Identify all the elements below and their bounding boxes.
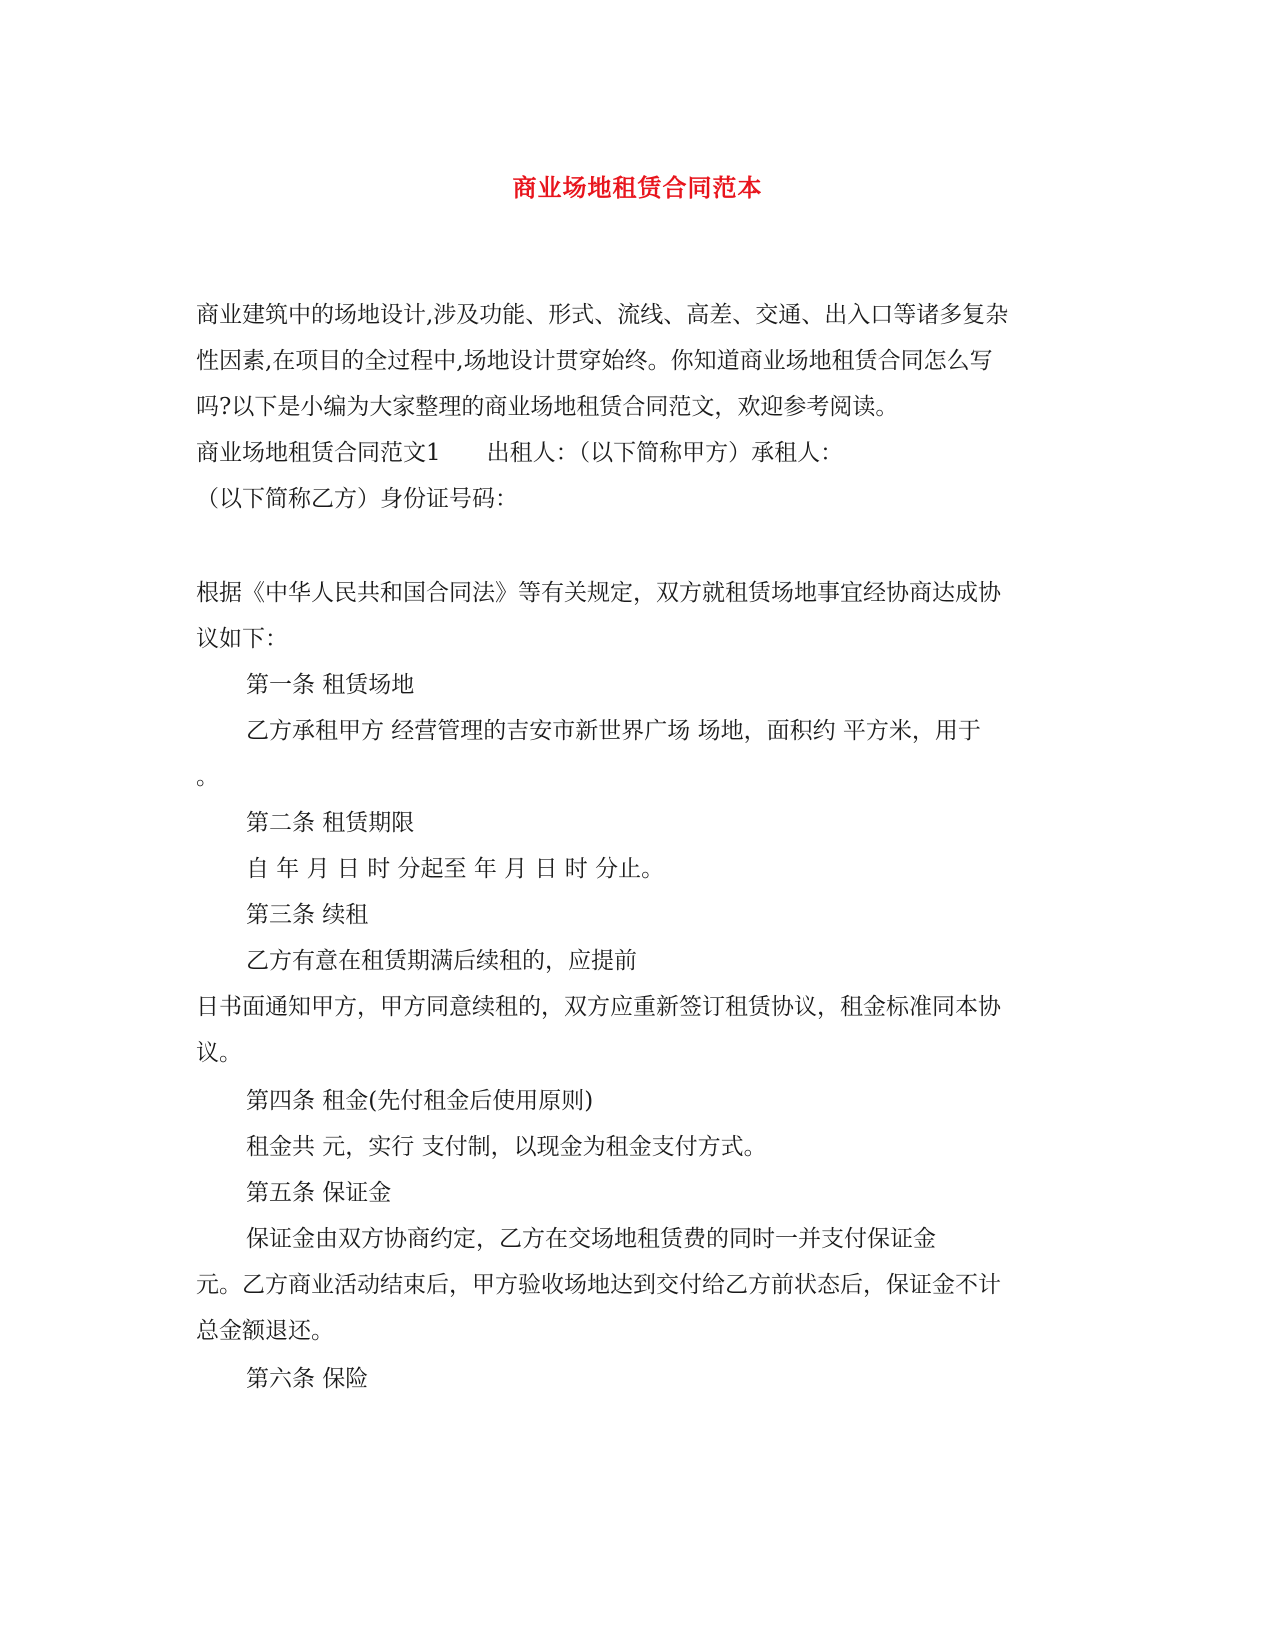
document-title: 商业场地租赁合同范本 [512, 173, 763, 202]
article-3-heading: 第三条 续租 [246, 902, 369, 928]
article-1-heading: 第一条 租赁场地 [246, 672, 415, 698]
article-5-text-1: 保证金由双方协商约定，乙方在交场地租赁费的同时一并支付保证金 [246, 1226, 936, 1252]
article-3-text-3: 议。 [196, 1040, 242, 1066]
article-4-text: 租金共 元，实行 支付制，以现金为租金支付方式。 [246, 1134, 767, 1160]
intro-line-1: 商业建筑中的场地设计,涉及功能、形式、流线、高差、交通、出入口等诸多复杂 [196, 302, 1009, 328]
article-3-text-2: 日书面通知甲方，甲方同意续租的，双方应重新签订租赁协议，租金标准同本协 [196, 994, 1001, 1020]
party-b-line: （以下简称乙方）身份证号码： [196, 486, 518, 512]
agreement-line-2: 议如下： [196, 626, 288, 652]
agreement-line-1: 根据《中华人民共和国合同法》等有关规定，双方就租赁场地事宜经协商达成协 [196, 580, 1001, 606]
intro-line-3: 吗?以下是小编为大家整理的商业场地租赁合同范文，欢迎参考阅读。 [196, 394, 899, 420]
article-5-text-2: 元。乙方商业活动结束后，甲方验收场地达到交付给乙方前状态后，保证金不计 [196, 1272, 1001, 1298]
article-3-text-1: 乙方有意在租赁期满后续租的，应提前 [246, 948, 637, 974]
article-5-text-3: 总金额退还。 [196, 1318, 334, 1344]
article-4-heading: 第四条 租金(先付租金后使用原则) [246, 1088, 594, 1114]
article-2-heading: 第二条 租赁期限 [246, 810, 415, 836]
article-1-text: 乙方承租甲方 经营管理的吉安市新世界广场 场地，面积约 平方米，用于 [246, 718, 981, 744]
intro-line-2: 性因素,在项目的全过程中,场地设计贯穿始终。你知道商业场地租赁合同怎么写 [196, 348, 993, 374]
article-5-heading: 第五条 保证金 [246, 1180, 392, 1206]
article-2-text: 自 年 月 日 时 分起至 年 月 日 时 分止。 [246, 856, 665, 882]
article-6-heading: 第六条 保险 [246, 1366, 369, 1392]
article-1-text-end: 。 [196, 764, 219, 790]
contract-heading-line: 商业场地租赁合同范文1 出租人：（以下简称甲方）承租人： [196, 440, 844, 466]
